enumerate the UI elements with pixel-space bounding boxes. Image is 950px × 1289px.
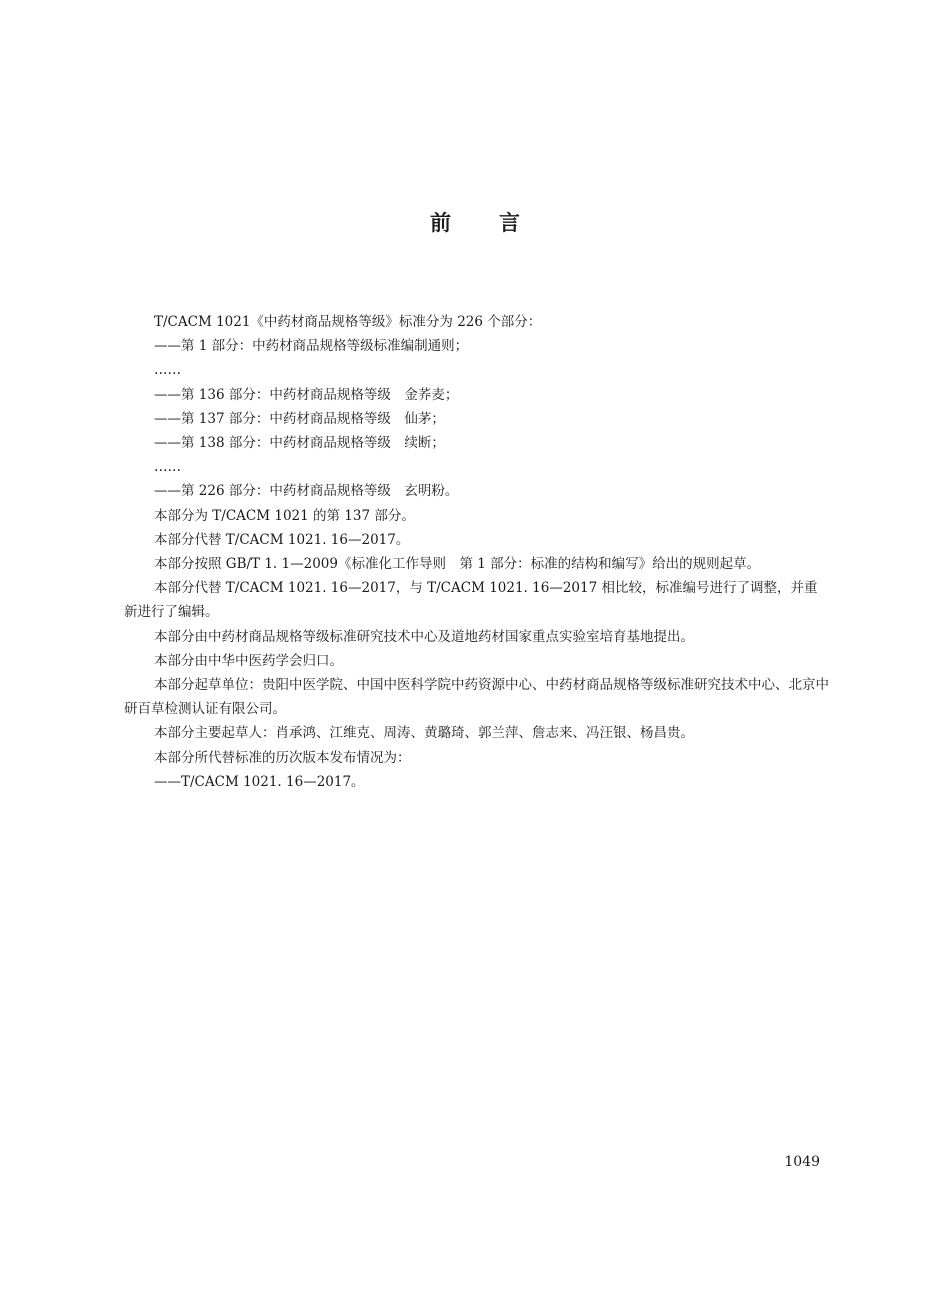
list-item: ——第 137 部分：中药材商品规格等级 仙茅； (154, 410, 445, 427)
paragraph: 本部分由中药材商品规格等级标准研究技术中心及道地药材国家重点实验室培育基地提出。 (154, 628, 694, 645)
paragraph: 本部分为 T/CACM 1021 的第 137 部分。 (154, 507, 415, 524)
list-item: ——第 136 部分：中药材商品规格等级 金荞麦； (154, 386, 459, 403)
paragraph: 本部分所代替标准的历次版本发布情况为： (154, 749, 411, 766)
paragraph: 本部分按照 GB/T 1. 1—2009《标准化工作导则 第 1 部分：标准的结构和编写》给出的规则起草。 (154, 556, 761, 573)
list-item: ——第 1 部分：中药材商品规格等级标准编制通则； (154, 338, 469, 355)
paragraph: 本部分代替 T/CACM 1021. 16—2017，与 T/CACM 1021. 16—2017 相比较，标准编号进行了调整，并重新进行了编辑。 (124, 580, 818, 621)
ellipsis: …… (154, 459, 181, 476)
page-title: 前言 (430, 211, 568, 235)
list-item: ——T/CACM 1021. 16—2017。 (154, 773, 365, 790)
paragraph: 本部分起草单位：贵阳中医学院、中国中医科学院中药资源中心、中药材商品规格等级标准研究技术中心、北京中研百草检测认证有限公司。 (124, 677, 829, 718)
paragraph: T/CACM 1021《中药材商品规格等级》标准分为 226 个部分： (154, 314, 542, 330)
paragraph: 本部分代替 T/CACM 1021. 16—2017。 (154, 531, 410, 548)
list-item: ——第 226 部分：中药材商品规格等级 玄明粉。 (154, 483, 459, 500)
ellipsis: …… (154, 362, 181, 379)
page-number: 1049 (784, 1154, 820, 1170)
paragraph: 本部分由中华中医药学会归口。 (154, 652, 343, 669)
paragraph: 本部分主要起草人：肖承鸿、江维克、周涛、黄璐琦、郭兰萍、詹志来、冯汪银、杨昌贵。 (154, 725, 694, 742)
document-body (124, 310, 830, 794)
list-item: ——第 138 部分：中药材商品规格等级 续断； (154, 435, 445, 452)
